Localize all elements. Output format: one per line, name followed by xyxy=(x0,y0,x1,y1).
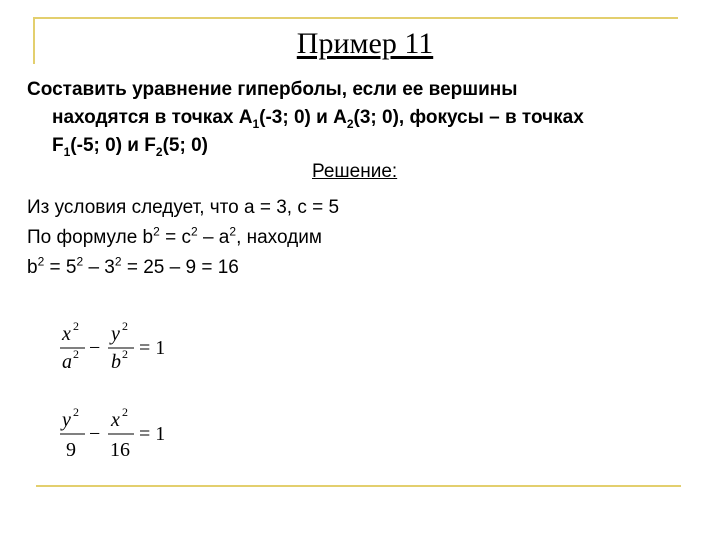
superscript: 2 xyxy=(114,254,122,269)
left-decorative-rule xyxy=(33,17,35,64)
equals-one: = 1 xyxy=(139,423,166,445)
step-text: , находим xyxy=(236,227,322,248)
step-text: = 25 – 9 = 16 xyxy=(121,257,239,278)
step-text: – 3 xyxy=(83,257,115,278)
fraction-2-numerator: x xyxy=(111,409,120,431)
subscript: 1 xyxy=(63,144,71,159)
minus-sign: − xyxy=(89,337,101,359)
minus-sign: − xyxy=(89,423,101,445)
fraction-1-numerator: x xyxy=(62,323,71,345)
task-text: (-3; 0) и А xyxy=(259,107,347,128)
superscript: 2 xyxy=(153,224,160,239)
fraction-2-numerator: y xyxy=(111,323,120,345)
fraction-1-denominator: 9 xyxy=(66,439,76,461)
subscript: 1 xyxy=(252,116,260,131)
formula-2-svg xyxy=(58,406,188,466)
subscript: 2 xyxy=(155,144,163,159)
solution-step-1: Из условия следует, что а = 3, с = 5 xyxy=(27,197,340,218)
solution-heading: Решение: xyxy=(312,161,398,182)
fraction-2-denominator: 16 xyxy=(110,439,130,461)
superscript: 2 xyxy=(229,224,237,239)
task-line-2 xyxy=(27,104,697,132)
fraction-1-denominator: a xyxy=(62,351,72,373)
superscript: 2 xyxy=(76,254,84,269)
task-line-3 xyxy=(27,132,697,160)
task-text: (3; 0), фокусы – в точках xyxy=(353,107,584,128)
slide-title: Пример 11 xyxy=(296,27,434,60)
step-text: По формуле b xyxy=(27,227,154,248)
solution-step-2 xyxy=(27,223,697,253)
step-text: b xyxy=(27,257,38,278)
fraction-2-numerator-exponent: 2 xyxy=(122,320,128,333)
step-text: = 5 xyxy=(44,257,77,278)
superscript: 2 xyxy=(190,224,198,239)
step-text: = c xyxy=(159,227,191,248)
fraction-2-denominator: b xyxy=(111,351,121,373)
fraction-2-numerator-exponent: 2 xyxy=(122,406,128,419)
task-text: находятся в точках А xyxy=(52,107,253,128)
task-text: (5; 0) xyxy=(162,135,208,156)
task-line-1: Составить уравнение гиперболы, если ее вершины xyxy=(27,79,518,100)
equals-one: = 1 xyxy=(139,337,166,359)
task-text: (-5; 0) и F xyxy=(70,135,156,156)
hyperbola-numeric-formula xyxy=(58,406,188,466)
fraction-2-denominator-exponent: 2 xyxy=(122,347,128,361)
top-decorative-rule xyxy=(33,17,678,19)
superscript: 2 xyxy=(37,254,45,269)
fraction-1-numerator: y xyxy=(62,409,71,431)
bottom-decorative-rule xyxy=(36,485,681,487)
solution-step-3 xyxy=(27,253,697,283)
solution-steps xyxy=(27,193,697,283)
formula-1-svg xyxy=(58,320,188,380)
step-text: – a xyxy=(197,227,230,248)
fraction-1-denominator-exponent: 2 xyxy=(73,347,79,361)
task-text: F xyxy=(52,135,64,156)
hyperbola-canonical-formula xyxy=(58,320,188,380)
problem-statement xyxy=(27,76,697,160)
subscript: 2 xyxy=(346,116,354,131)
fraction-1-numerator-exponent: 2 xyxy=(73,406,79,419)
fraction-1-numerator-exponent: 2 xyxy=(73,320,79,333)
